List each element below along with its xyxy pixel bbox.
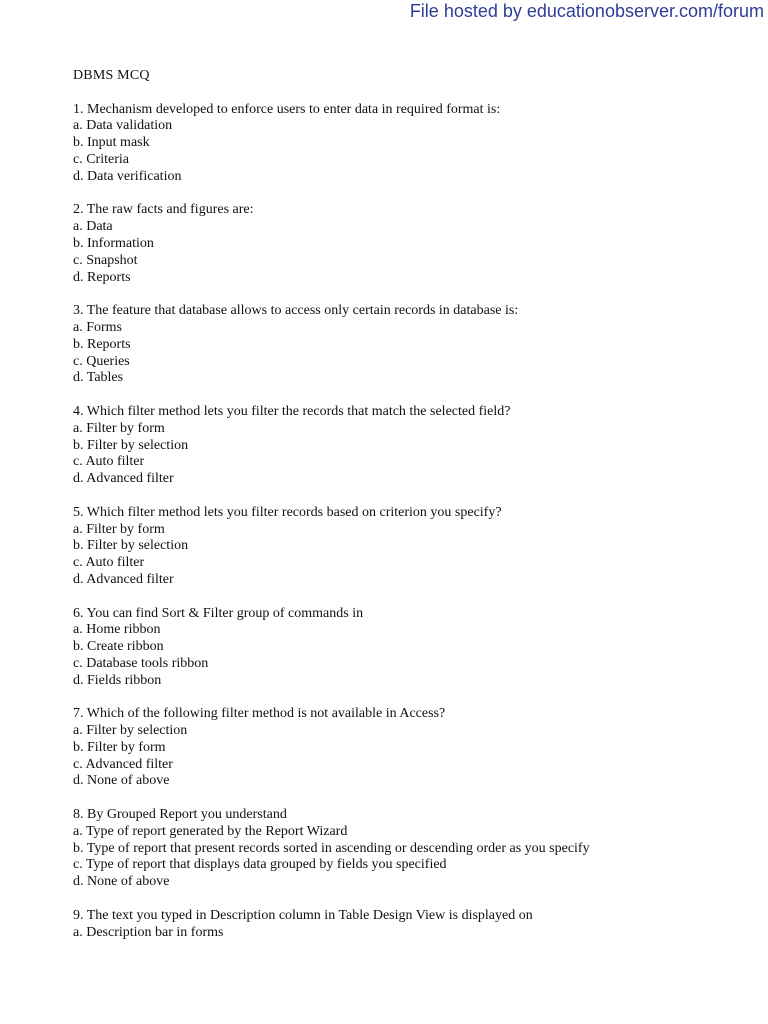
option-c: c. Auto filter xyxy=(73,555,145,571)
option-b: b. Information xyxy=(73,235,154,251)
option-d: d. Tables xyxy=(73,370,124,386)
question-2 xyxy=(73,202,763,286)
option-c: c. Auto filter xyxy=(73,454,145,470)
option-a: a. Data validation xyxy=(73,118,173,134)
question-8 xyxy=(73,807,763,891)
option-a: a. Filter by form xyxy=(73,420,165,436)
question-4 xyxy=(73,404,763,488)
option-c: c. Advanced filter xyxy=(73,756,173,772)
question-text: 3. The feature that database allows to access only certain records in database is: xyxy=(73,303,519,319)
option-a: a. Data xyxy=(73,219,113,235)
option-a: a. Home ribbon xyxy=(73,622,161,638)
option-b: b. Type of report that present records sorted in ascending or descending order as you specify xyxy=(73,840,590,856)
option-d: d. None of above xyxy=(73,773,170,789)
question-text: 5. Which filter method lets you filter records based on criterion you specify? xyxy=(73,504,502,520)
hosted-by-link[interactable]: File hosted by educationobserver.com/forum xyxy=(409,1,764,21)
option-c: c. Criteria xyxy=(73,151,129,167)
option-c: c. Database tools ribbon xyxy=(73,655,209,671)
question-1 xyxy=(73,102,763,186)
option-b: b. Reports xyxy=(73,336,131,352)
option-a: a. Filter by form xyxy=(73,521,165,537)
question-5 xyxy=(73,505,763,589)
question-text: 8. By Grouped Report you understand xyxy=(73,807,287,823)
option-c: c. Type of report that displays data grouped by fields you specified xyxy=(73,857,447,873)
question-text: 2. The raw facts and figures are: xyxy=(73,202,254,218)
question-text: 7. Which of the following filter method is not available in Access? xyxy=(73,706,446,722)
question-text: 9. The text you typed in Description column in Table Design View is displayed on xyxy=(73,907,533,923)
option-a: a. Type of report generated by the Report Wizard xyxy=(73,823,348,839)
document-title: DBMS MCQ xyxy=(73,68,150,83)
question-text: 1. Mechanism developed to enforce users to enter data in required format is: xyxy=(73,101,501,117)
question-3 xyxy=(73,303,763,387)
question-text: 4. Which filter method lets you filter the records that match the selected field? xyxy=(73,403,511,419)
question-9 xyxy=(73,908,763,942)
mcq-document xyxy=(73,68,763,958)
option-b: b. Create ribbon xyxy=(73,639,164,655)
option-b: b. Filter by selection xyxy=(73,538,189,554)
option-a: a. Forms xyxy=(73,319,122,335)
option-c: c. Snapshot xyxy=(73,252,138,268)
option-d: d. Reports xyxy=(73,269,131,285)
question-text: 6. You can find Sort & Filter group of commands in xyxy=(73,605,364,621)
option-c: c. Queries xyxy=(73,353,130,369)
option-d: d. Data verification xyxy=(73,168,182,184)
option-b: b. Input mask xyxy=(73,135,150,151)
option-b: b. Filter by selection xyxy=(73,437,189,453)
option-d: d. Advanced filter xyxy=(73,571,174,587)
option-d: d. Fields ribbon xyxy=(73,672,162,688)
option-a: a. Description bar in forms xyxy=(73,924,224,940)
question-7 xyxy=(73,706,763,790)
option-a: a. Filter by selection xyxy=(73,723,188,739)
option-d: d. Advanced filter xyxy=(73,471,174,487)
option-d: d. None of above xyxy=(73,874,170,890)
question-6 xyxy=(73,606,763,690)
option-b: b. Filter by form xyxy=(73,739,166,755)
